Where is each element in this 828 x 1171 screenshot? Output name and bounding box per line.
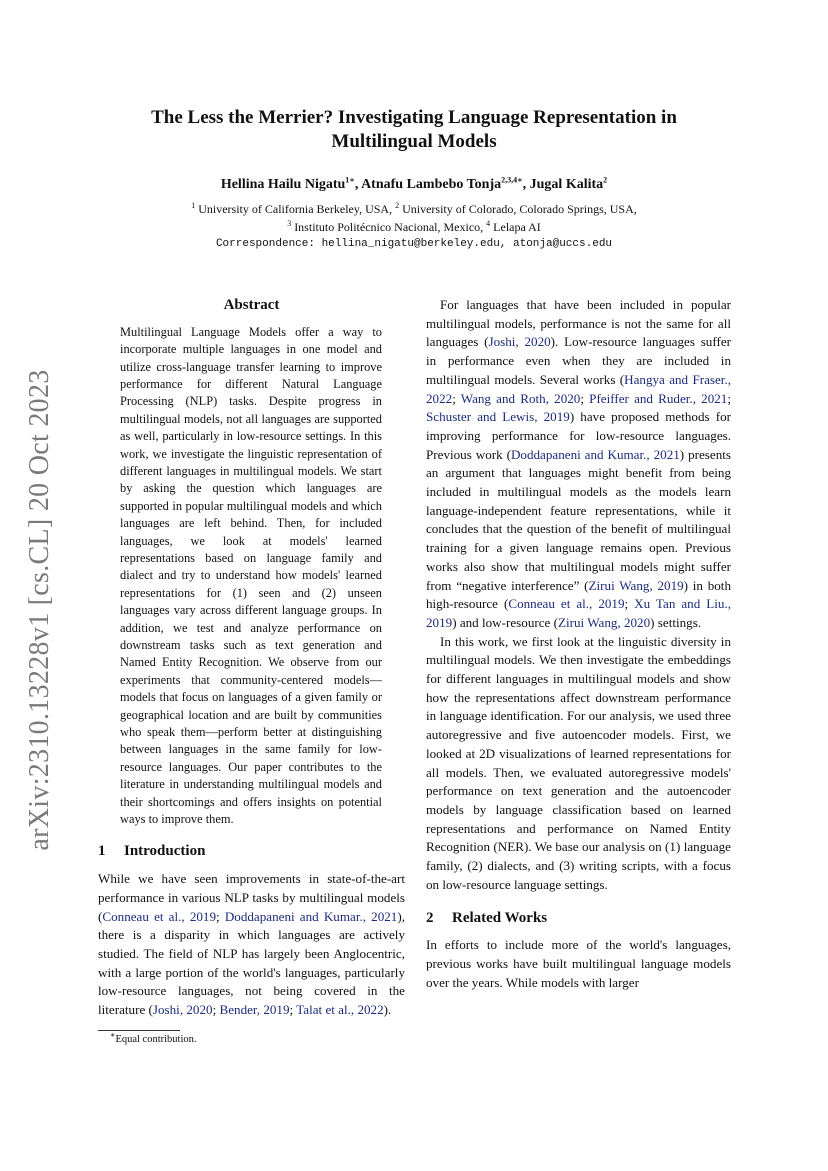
citation-link[interactable]: Schuster and Lewis, 2019 (426, 409, 570, 425)
citation-link[interactable]: Talat et al., 2022 (296, 1002, 384, 1018)
intro-paragraph-3: In this work, we first look at the linguistic diversity in multilingual models. We then investigate the embeddings for different languages in multilingual models and show how the representations affect downstream performance in language identification. For our analysis, we used three autoregressive and five autoencoder models. First, we looked at 2D visualizations of learned representations for all models. Then, we evaluated autoregressive models' performance on text generation and the autoencoder models by language classification based on learned representations and performance on Named Entity Recognition (NER). We base our analysis on (1) language family, (2) dialects, and (3) writing scripts, with a focus on low-resource language settings. (426, 633, 731, 892)
affiliation-line-2: $^3$ Instituto Politécnico Nacional, Mexico, $^4$ Lelapa AI (287, 219, 541, 234)
title-line-1: The Less the Merrier? Investigating Language Representation in (151, 107, 677, 128)
intro-paragraph: While we have seen improvements in state-of-the-art performance in various NLP tasks by multilingual models (Conneau et al., 2019; Doddapaneni and Kumar., 2021), there is a disparity in which languages are actively studied. The field of NLP has largely been Anglocentric, with a large portion of the world's languages, particularly low-resource languages, not being covered in the literature (Joshi, 2020; Bender, 2019; Talat et al., 2022). (98, 871, 405, 1018)
citation-link[interactable]: Joshi, 2020 (152, 1002, 213, 1018)
author-name: Hellina Hailu Nigatu (220, 177, 346, 192)
citation-link[interactable]: Joshi, 2020 (488, 334, 551, 350)
affiliation-line-1: $^1$ University of California Berkeley, USA, $^2$ University of Colorado, Colorado Springs, USA, (191, 201, 637, 216)
citation-link[interactable]: Zirui Wang, 2020 (557, 614, 651, 630)
author-list: Hellina Hailu Nigatu$^{1∗}$, Atnafu Lambebo Tonja$^{2,3,4∗}$, Jugal Kalita$^2$ (220, 175, 608, 192)
paper-title (100, 106, 728, 154)
related-works-paragraph: In efforts to include more of the world's languages, previous works have built multilingual language models over the years. While models with larger (426, 937, 731, 990)
citation-link[interactable]: Conneau et al., 2019 (508, 596, 625, 612)
section-number: 1 (98, 843, 106, 860)
section-heading-introduction (98, 842, 405, 861)
citation-link[interactable]: Zirui Wang, 2019 (588, 577, 684, 593)
section-heading-related-works (426, 909, 731, 928)
author-affil-mark: 1∗ (345, 175, 355, 185)
citation-link[interactable]: Bender, 2019 (219, 1002, 290, 1018)
citation-link[interactable]: Wang and Roth, 2020 (460, 390, 581, 406)
section-number: 2 (426, 909, 434, 926)
left-column (98, 296, 405, 1047)
section-title: Introduction (124, 843, 206, 860)
title-line-2: Multilingual Models (331, 131, 497, 152)
intro-paragraph-2: For languages that have been included in popular multilingual models, performance is not the same for all languages (Joshi, 2020). Low-resource languages suffer in performance even when they are included in multilingual models. Several works (Hangya and Fraser., 2022; Wang and Roth, 2020; Pfeiffer and Ruder., 2021; Schuster and Lewis, 2019) have proposed methods for improving performance for low-resource languages. Previous work (Doddapaneni and Kumar., 2021) presents an argument that languages might benefit from being included in multilingual models as the models learn language-independent feature representations, while it concludes that the question of the benefit of multilingual training for a given language remains open. Previous works also show that multilingual models might suffer from “negative interference” (Zirui Wang, 2019) in both high-resource (Conneau et al., 2019; Xu Tan and Liu., 2019) and low-resource (Zirui Wang, 2020) settings. (426, 297, 731, 630)
author-name: Atnafu Lambebo Tonja (361, 177, 502, 192)
citation-link[interactable]: Doddapaneni and Kumar., 2021 (510, 446, 680, 462)
correspondence-line: Correspondence: hellina_nigatu@berkeley.edu, atonja@uccs.edu (215, 238, 613, 250)
abstract-text: Multilingual Language Models offer a way to incorporate multiple languages in one model and utilize cross-language transfer learning to improve performance for different Natural Language Processing (NLP) tasks. Despite progress in multilingual models, not all languages are supported as well, particularly in low-resource settings. In this work, we investigate the linguistic representation of different languages in multilingual models. We start by asking the question which languages are supported in popular multilingual models and which languages are left behind. Then, for included languages, we look at models' learned representations based on language family and dialect and try to understand how models' learned representations for (1) seen and (2) unseen languages vary across different language groups. In addition, we test and analyze performance on downstream tasks such as text generation and Named Entity Recognition. We observe from our experiments that community-centered models—models that focus on languages of a given family or geographical location and are built by communities who speak them—perform better at distinguishing between languages in the same family for low-resource languages. Our paper contributes to the literature in understanding multilingual models and their shortcomings and offers insights on potential ways to improve them. (120, 324, 382, 827)
citation-link[interactable]: Doddapaneni and Kumar., 2021 (224, 908, 398, 924)
citation-link[interactable]: Xu Tan and Liu., 2019 (426, 596, 731, 630)
arxiv-side-stamp: arXiv:2310.13228v1 [cs.CL] 20 Oct 2023 (24, 369, 55, 851)
citation-link[interactable]: Conneau et al., 2019 (102, 908, 217, 924)
section-title: Related Works (452, 909, 548, 926)
citation-link[interactable]: Hangya and Fraser., 2022 (426, 371, 731, 406)
author-name: Jugal Kalita (529, 177, 604, 192)
footnote: ∗Equal contribution. (110, 1030, 197, 1045)
abstract-heading: Abstract (223, 297, 280, 313)
right-column (426, 296, 731, 992)
author-affil-mark: 2,3,4∗ (501, 175, 523, 185)
citation-link[interactable]: Pfeiffer and Ruder., 2021 (589, 390, 728, 406)
author-affil-mark: 2 (603, 175, 608, 185)
